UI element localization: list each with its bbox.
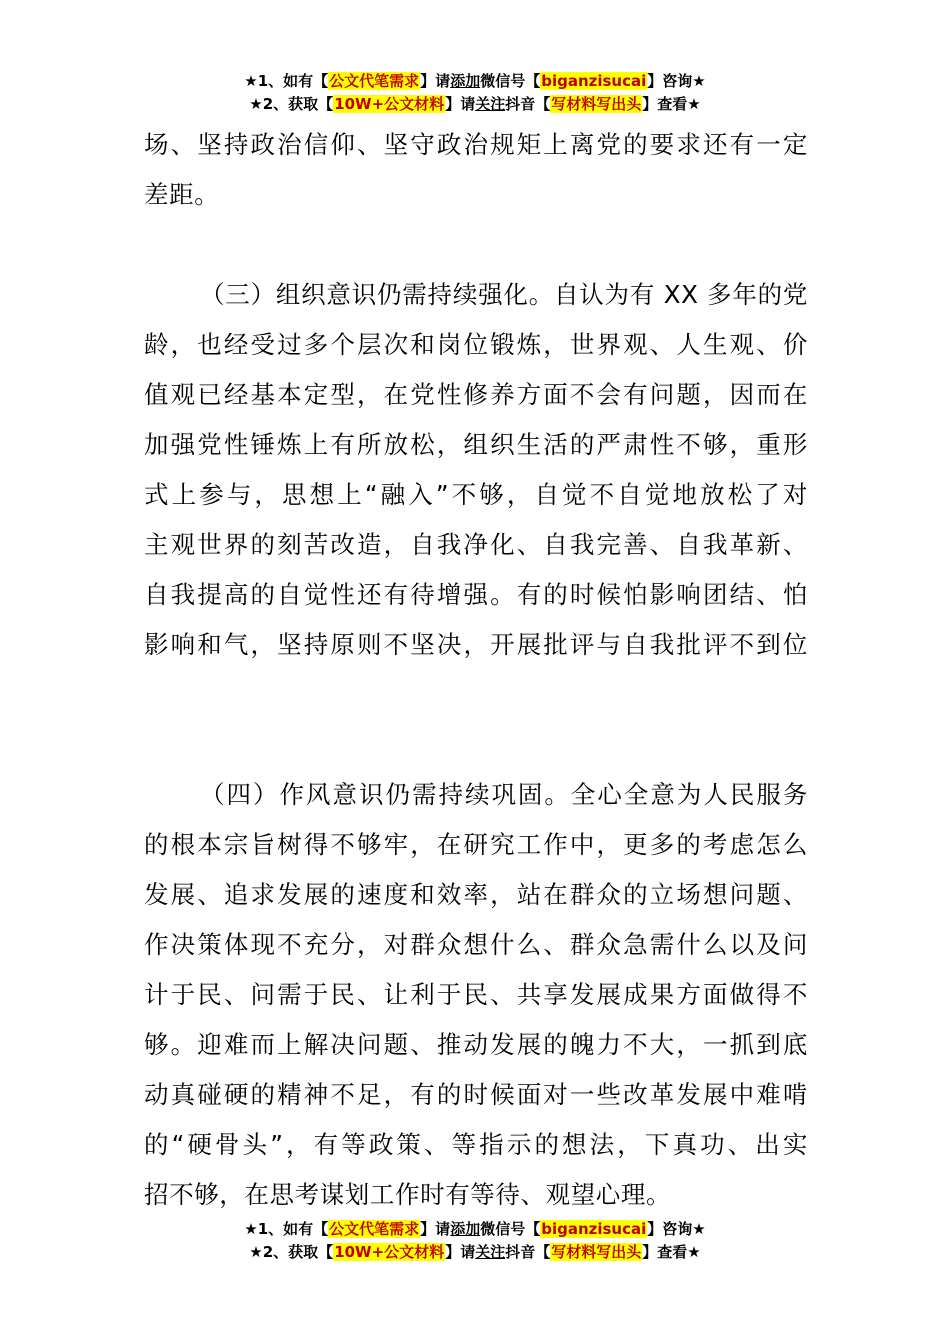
banner-wechat-id: biganzisucai xyxy=(541,1220,647,1238)
text-line: 差距。 xyxy=(144,180,220,209)
banner-text: ★1、如有【 xyxy=(244,72,329,90)
banner-douyin-id: 写材料写出头 xyxy=(551,1243,642,1261)
text-line: 主观世界的刻苦改造，自我净化、自我完善、自我革新、 xyxy=(144,530,808,559)
banner-highlight: 公文代笔需求 xyxy=(329,1220,420,1238)
banner-text: 】咨询★ xyxy=(647,72,706,90)
text-line: （三）组织意识仍需持续强化。自认为有 XX 多年的党 xyxy=(200,280,808,309)
text-line: 招不够，在思考谋划工作时有等待、观望心理。 xyxy=(144,1180,672,1209)
paragraph-section-3 xyxy=(144,270,808,670)
banner-highlight: 10W+公文材料 xyxy=(334,95,445,113)
text-line: 自我提高的自觉性还有待增强。有的时候怕影响团结、怕 xyxy=(144,580,808,609)
banner-text: 】请 xyxy=(420,72,451,90)
text-line: 影响和气，坚持原则不坚决，开展批评与自我批评不到位 xyxy=(144,630,808,659)
banner-underlined: 添加 xyxy=(450,1220,481,1238)
banner-text: 】查看★ xyxy=(642,1243,701,1261)
text-line: 的根本宗旨树得不够牢，在研究工作中，更多的考虑怎么 xyxy=(144,830,808,859)
banner-text: ★2、获取【 xyxy=(249,1243,334,1261)
text-line: 作决策体现不充分，对群众想什么、群众急需什么以及问 xyxy=(144,930,808,959)
text-line: （四）作风意识仍需持续巩固。全心全意为人民服务 xyxy=(200,780,808,809)
banner-douyin-id: 写材料写出头 xyxy=(551,95,642,113)
banner-line-2 xyxy=(0,1241,950,1264)
text-line: 计于民、问需于民、让利于民、共享发展成果方面做得不 xyxy=(144,980,808,1009)
banner-underlined: 添加 xyxy=(450,72,481,90)
text-line: 场、坚持政治信仰、坚守政治规矩上离党的要求还有一定 xyxy=(144,130,808,159)
banner-text: 】查看★ xyxy=(642,95,701,113)
banner-text: 微信号【 xyxy=(480,1220,541,1238)
text-line: 的“硬骨头”，有等政策、等指示的想法，下真功、出实 xyxy=(144,1130,808,1159)
banner-text: 抖音【 xyxy=(505,95,551,113)
banner-highlight: 公文代笔需求 xyxy=(329,72,420,90)
banner-underlined: 关注 xyxy=(475,95,506,113)
text-line: 发展、追求发展的速度和效率，站在群众的立场想问题、 xyxy=(144,880,808,909)
text-line: 式上参与，思想上“融入”不够，自觉不自觉地放松了对 xyxy=(144,480,808,509)
banner-wechat-id: biganzisucai xyxy=(541,72,647,90)
banner-text: 抖音【 xyxy=(505,1243,551,1261)
text-line: 够。迎难而上解决问题、推动发展的魄力不大，一抓到底 xyxy=(144,1030,808,1059)
text-line: 动真碰硬的精神不足，有的时候面对一些改革发展中难啃 xyxy=(144,1080,808,1109)
banner-text: ★2、获取【 xyxy=(249,95,334,113)
banner-line-1 xyxy=(0,1218,950,1241)
paragraph-continuation xyxy=(144,120,808,220)
text-line: 值观已经基本定型，在党性修养方面不会有问题，因而在 xyxy=(144,380,808,409)
paragraph-section-4 xyxy=(144,770,808,1220)
banner-text: 】请 xyxy=(445,95,476,113)
banner-line-1 xyxy=(0,70,950,93)
banner-text: 微信号【 xyxy=(480,72,541,90)
text-line: 加强党性锤炼上有所放松，组织生活的严肃性不够，重形 xyxy=(144,430,808,459)
banner-text: ★1、如有【 xyxy=(244,1220,329,1238)
banner-text: 】请 xyxy=(445,1243,476,1261)
banner-underlined: 关注 xyxy=(475,1243,506,1261)
banner-line-2 xyxy=(0,93,950,116)
text-line: 龄，也经受过多个层次和岗位锻炼，世界观、人生观、价 xyxy=(144,330,808,359)
footer-banner xyxy=(0,1218,950,1264)
banner-text: 】请 xyxy=(420,1220,451,1238)
banner-highlight: 10W+公文材料 xyxy=(334,1243,445,1261)
banner-text: 】咨询★ xyxy=(647,1220,706,1238)
header-banner xyxy=(0,70,950,116)
